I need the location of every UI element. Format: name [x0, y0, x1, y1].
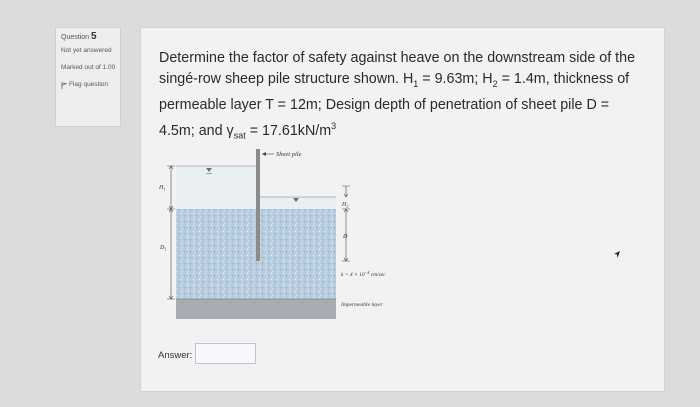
h2-label: $H_2$ — [342, 202, 349, 209]
upstream-water — [176, 166, 256, 209]
flag-question-link[interactable] — [61, 81, 116, 89]
impermeable-layer-label: Impermeable layer — [341, 302, 383, 308]
question-line-3: permeable layer T = 12m; Design depth of penetration of sheet pile D = — [159, 96, 610, 113]
question-state: Not yet answered — [61, 47, 112, 54]
answer-label: Answer: — [158, 350, 193, 361]
impermeable-layer — [176, 299, 336, 319]
question-card — [140, 27, 665, 392]
mouse-cursor-icon — [613, 250, 622, 259]
sheet-pile-label: Sheet pile — [276, 151, 302, 158]
question-line-1: Determine the factor of safety against heave on the downstream side of the — [159, 50, 636, 66]
question-number — [61, 33, 116, 42]
d1-label: $D_1$ — [160, 245, 167, 252]
question-number-value: 5 — [90, 31, 97, 42]
question-line-4: 4.5m; and $\gamma_{sat} = 17.61kN/m^3$ — [159, 120, 337, 141]
question-label: Question — [61, 34, 90, 41]
sheet-pile-diagram — [156, 146, 436, 326]
h1-label: $H_1$ — [159, 185, 166, 192]
answer-input[interactable] — [195, 343, 256, 364]
d-label: D — [343, 234, 348, 240]
flag-question-label: Flag question — [69, 81, 109, 88]
flag-icon — [61, 82, 67, 89]
question-line-2: singé-row sheep pile structure shown. $H_1 = 9.63m$; $H_2 = 1.4m$, thickness of — [159, 71, 630, 89]
permeability-label: $k = 4 \times 10^{-4}$ cm/sec — [341, 270, 386, 278]
question-text — [159, 48, 654, 146]
sheet-pile — [256, 149, 260, 261]
question-marks: Marked out of 1.00 — [61, 64, 116, 71]
question-info-panel — [55, 27, 121, 127]
